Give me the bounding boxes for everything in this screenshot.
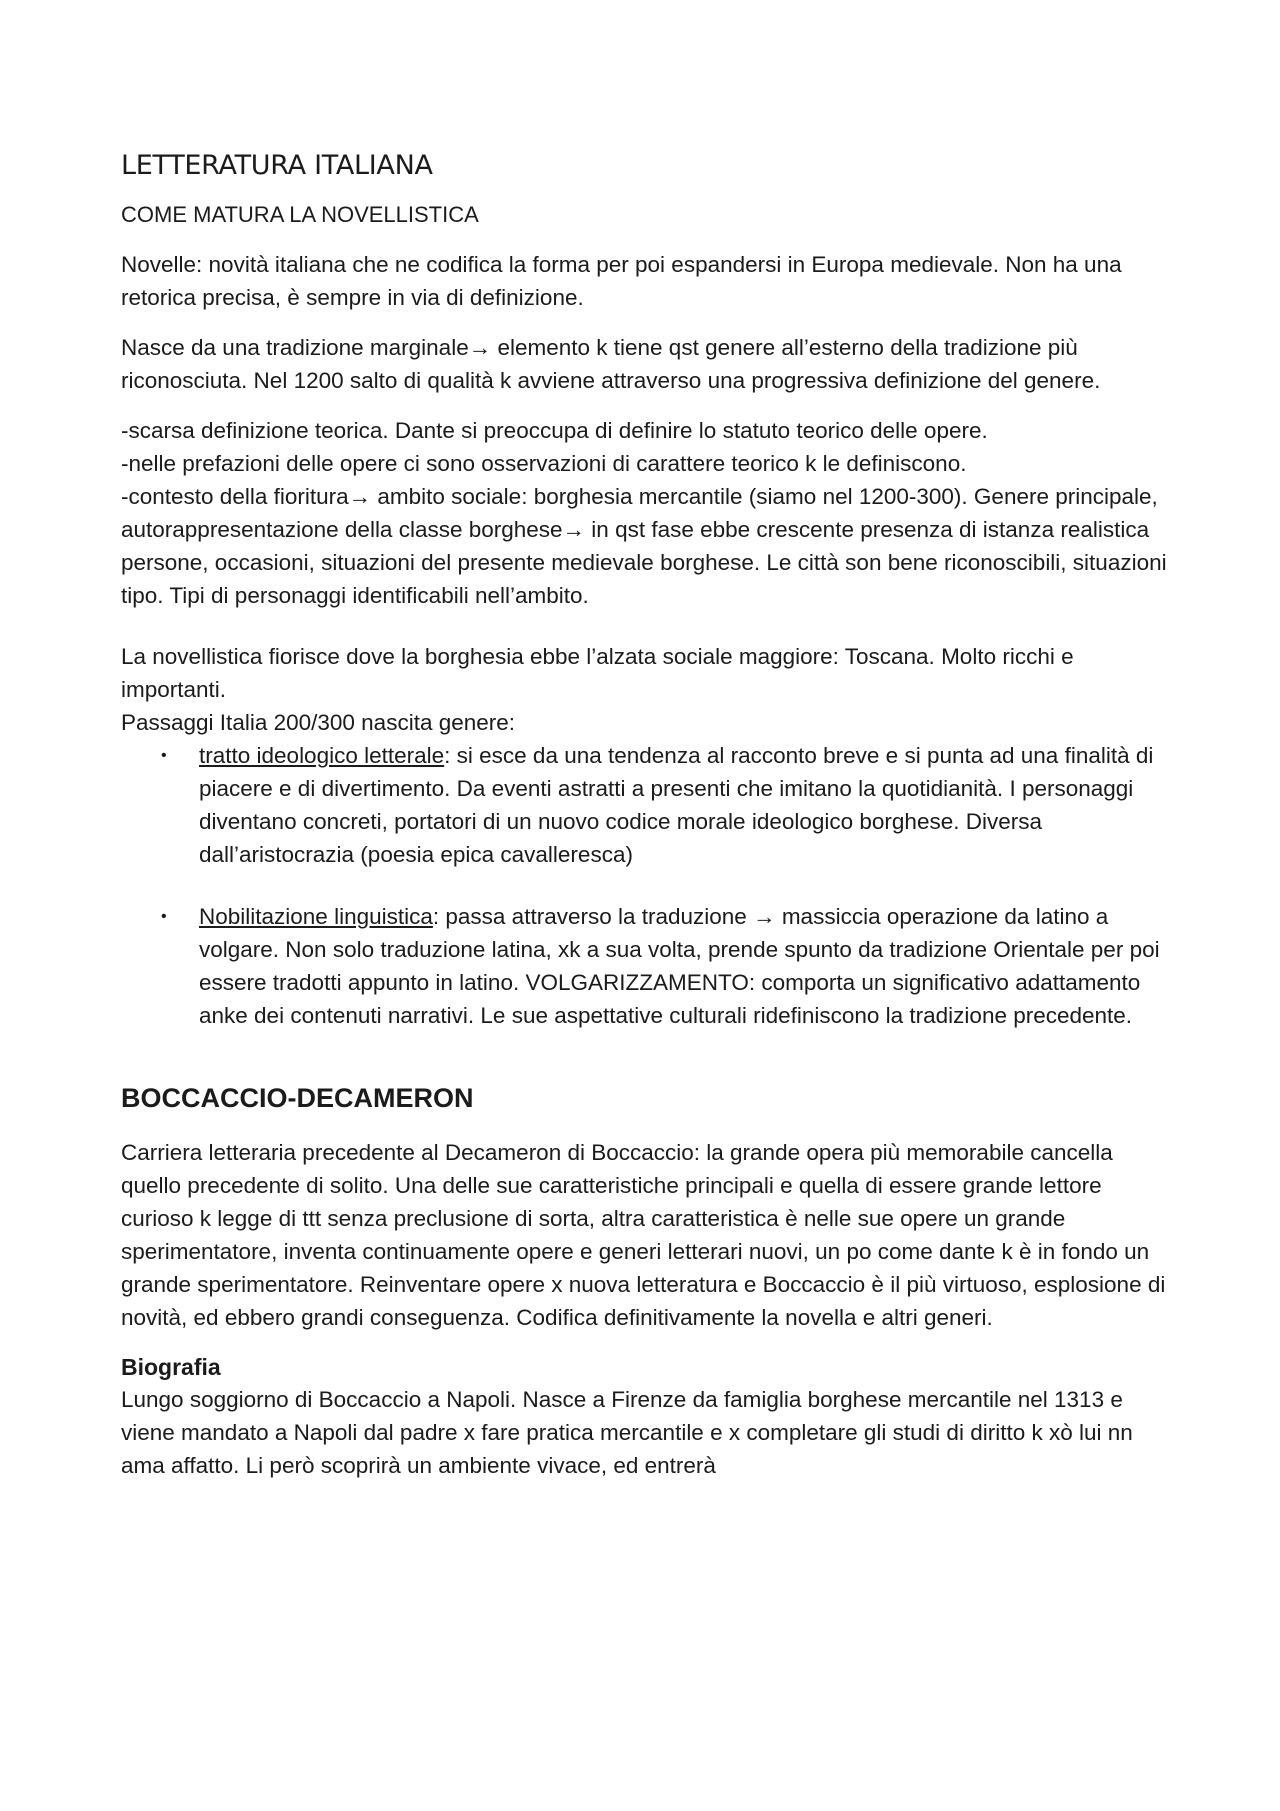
paragraph-scarsa-definizione: -scarsa definizione teorica. Dante si preoccupa di definire lo statuto teorico delle opere.: [121, 418, 988, 443]
paragraph-carriera: Carriera letteraria precedente al Decameron di Boccaccio: la grande opera più memorabile cancella quello precedente di solito. Una delle sue caratteristiche principali e quella di essere grande lettore curioso k legge di ttt senza preclusione di sorta, altra caratteristica è nelle sue opere un grande sperimentatore, inventa continuamente opere e generi letterari nuovi, un po come dante k è in fondo un grande sperimentatore. Reinventare opere x nuova letteratura e Boccaccio è il più virtuoso, esplosione di novità, ed ebbero grandi conseguenza. Codifica definitivamente la novella e altri generi.: [121, 1140, 1166, 1330]
bullet-text: : passa attraverso la traduzione → massiccia operazione da latino a volgare. Non solo traduzione latina, xk a sua volta, prende spunto da tradizione Orientale per poi essere tradotti appunto in latino. VOLGARIZZAMENTO: comporta un significativo adattamento anke dei contenuti narrativi. Le sue aspettative culturali ridefiniscono la tradizione precedente.: [199, 904, 1160, 1028]
bullet-list: [121, 739, 1171, 1032]
bullet-term: tratto ideologico letterale: [199, 743, 445, 768]
paragraph-contesto: -contesto della fioritura→ ambito sociale: borghesia mercantile (siamo nel 1200-300). Genere principale, autorappresentazione della classe borghese→ in qst fase ebbe crescente presenza di istanza realistica persone, occasioni, situazioni del presente medievale borghese. Le città son bene riconoscibili, situazioni tipo. Tipi di personaggi identificabili nell’ambito.: [121, 484, 1167, 608]
document-page: [121, 148, 1171, 1482]
paragraph-nasce: Nasce da una tradizione marginale→ elemento k tiene qst genere all’esterno della tradizione più riconosciuta. Nel 1200 salto di qualità k avviene attraverso una progressiva definizione del genere.: [121, 335, 1101, 393]
paragraph-novelle: Novelle: novità italiana che ne codifica la forma per poi espandersi in Europa medievale. Non ha una retorica precisa, è sempre in via di definizione.: [121, 252, 1122, 310]
paragraph-biografia: Lungo soggiorno di Boccaccio a Napoli. Nasce a Firenze da famiglia borghese mercantile nel 1313 e viene mandato a Napoli dal padre x fare pratica mercantile e x completare gli studi di diritto k xò lui nn ama affatto. Li però scoprirà un ambiente vivace, ed entrerà: [121, 1387, 1133, 1478]
paragraph-prefazioni: -nelle prefazioni delle opere ci sono osservazioni di carattere teorico k le definiscono.: [121, 451, 967, 476]
bullet-term: Nobilitazione linguistica: [199, 904, 433, 929]
paragraph-passaggi: Passaggi Italia 200/300 nascita genere:: [121, 710, 516, 735]
section-heading-boccaccio: BOCCACCIO-DECAMERON: [121, 1083, 474, 1113]
bullet-icon: •: [161, 908, 167, 925]
bullet-text: : si esce da una tendenza al racconto breve e si punta ad una finalità di piacere e di divertimento. Da eventi astratti a presenti che imitano la quotidianità. I personaggi diventano concreti, portatori di un nuovo codice morale ideologico borghese. Diversa dall’aristocrazia (poesia epica cavalleresca): [199, 743, 1154, 867]
list-item: [121, 739, 1171, 871]
subheading-biografia: Biografia: [121, 1354, 221, 1380]
paragraph-toscana: La novellistica fiorisce dove la borghesia ebbe l’alzata sociale maggiore: Toscana. Molto ricchi e importanti.: [121, 644, 1074, 702]
bullet-icon: •: [161, 747, 167, 764]
section-subtitle: COME MATURA LA NOVELLISTICA: [121, 202, 479, 227]
list-item: [121, 900, 1171, 1032]
document-title: LETTERATURA ITALIANA: [121, 150, 433, 181]
